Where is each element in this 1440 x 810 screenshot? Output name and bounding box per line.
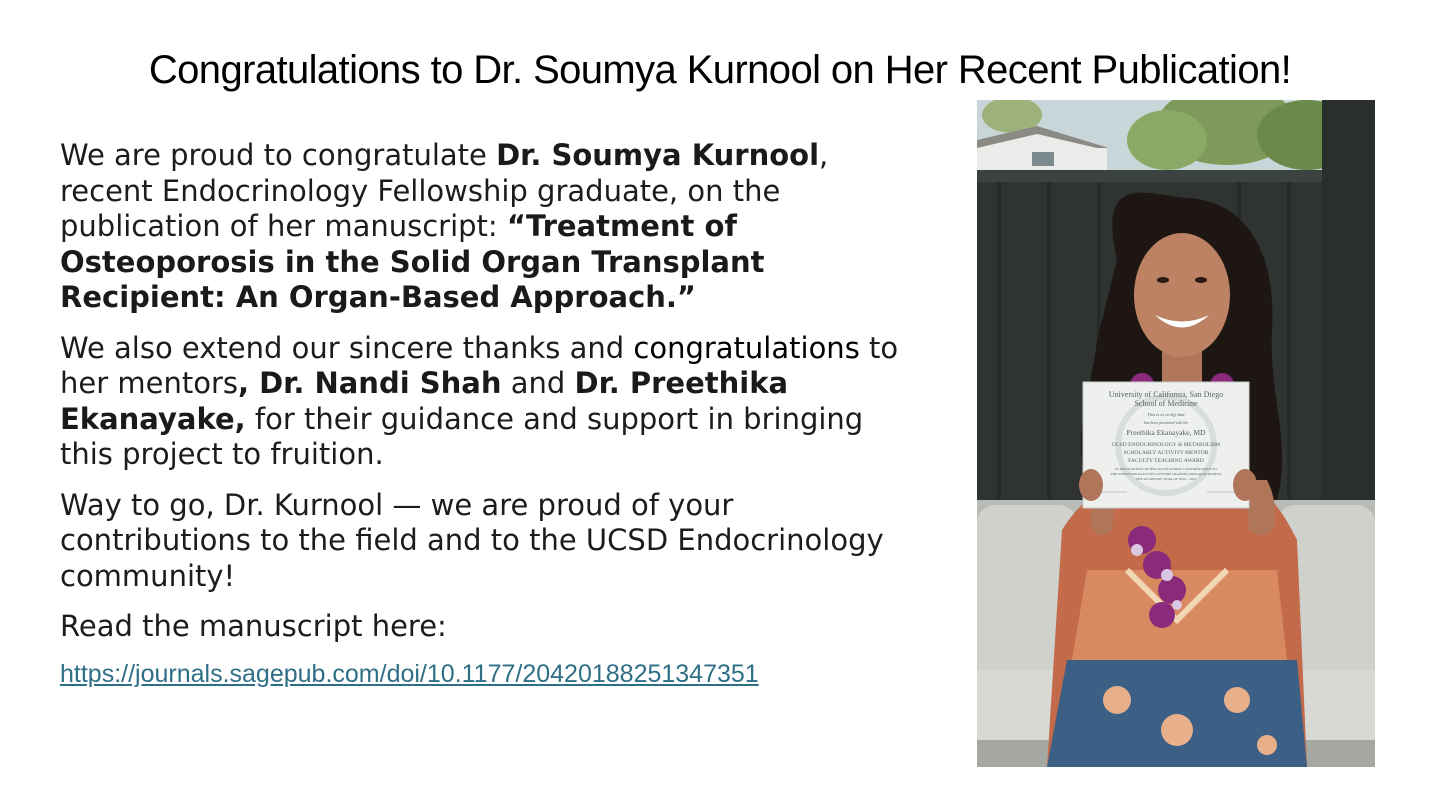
certificate-line: University of California, San Diego — [1108, 390, 1224, 399]
photo-award-certificate — [977, 100, 1375, 767]
author-name: Dr. Soumya Kurnool — [496, 138, 820, 172]
text-run: We also extend our sincere thanks and — [60, 330, 634, 365]
certificate-line: FACULTY TEACHING AWARD — [1128, 458, 1204, 464]
text-run: to her mentors — [60, 330, 899, 400]
paragraph-closing: Way to go, Dr. Kurnool — we are proud of your contributions to the field and to the UCSD Endocrinology community! — [60, 487, 884, 593]
certificate-line: UCSD ENDOCRINOLOGY & METABOLISM — [1111, 442, 1221, 448]
certificate-line: THE ACADEMIC YEAR OF 2024 – 2025 — [1135, 477, 1197, 481]
text-run: for their guidance and support in bringing this project to fruition. — [60, 401, 864, 471]
slide-body — [60, 138, 900, 690]
certificate-line: IN RECOGNITION OF HER OUTSTANDING CONTRIBUTIONS TO — [1115, 467, 1217, 471]
certificate-recipient: Preethika Ekanayake, MD — [1126, 428, 1206, 437]
manuscript-link[interactable]: https://journals.sagepub.com/doi/10.1177/20420188251347351 — [60, 659, 759, 688]
paragraph-publication — [60, 138, 900, 316]
manuscript-title: “Treatment of Osteoporosis in the Solid Organ Transplant Recipient: An Organ-Based Approach.” — [60, 209, 765, 314]
slide-title: Congratulations to Dr. Soumya Kurnool on Her Recent Publication! — [148, 48, 1292, 92]
text-run: We are proud to congratulate — [60, 138, 497, 172]
mentor-name: Dr. Preethika Ekanayake — [60, 366, 789, 436]
text-run: and — [501, 366, 575, 400]
certificate-line: SCHOLARLY ACTIVITY MENTOR — [1123, 450, 1209, 456]
text-run: congratulations — [633, 330, 860, 365]
paragraph-read-here: Read the manuscript here: — [60, 609, 447, 643]
paragraph-mentors — [60, 331, 900, 473]
mentor-name: Dr. Nandi Shah — [259, 366, 502, 400]
certificate-line: This is to certify that — [1147, 412, 1185, 417]
certificate — [1083, 382, 1249, 508]
photo-illustration — [977, 100, 1375, 767]
certificate-line: School of Medicine — [1134, 399, 1198, 408]
certificate-line: has been presented with the — [1143, 420, 1189, 425]
certificate-line: THE ENDOCRINOLOGY FELLOWSHIP TRAINING PROGRAM DURING — [1110, 472, 1222, 476]
text-run: , recent Endocrinology Fellowship graduate, on the publication of her manuscript: — [60, 138, 829, 243]
text-run: , — [237, 366, 260, 400]
text-run: , — [234, 401, 246, 436]
